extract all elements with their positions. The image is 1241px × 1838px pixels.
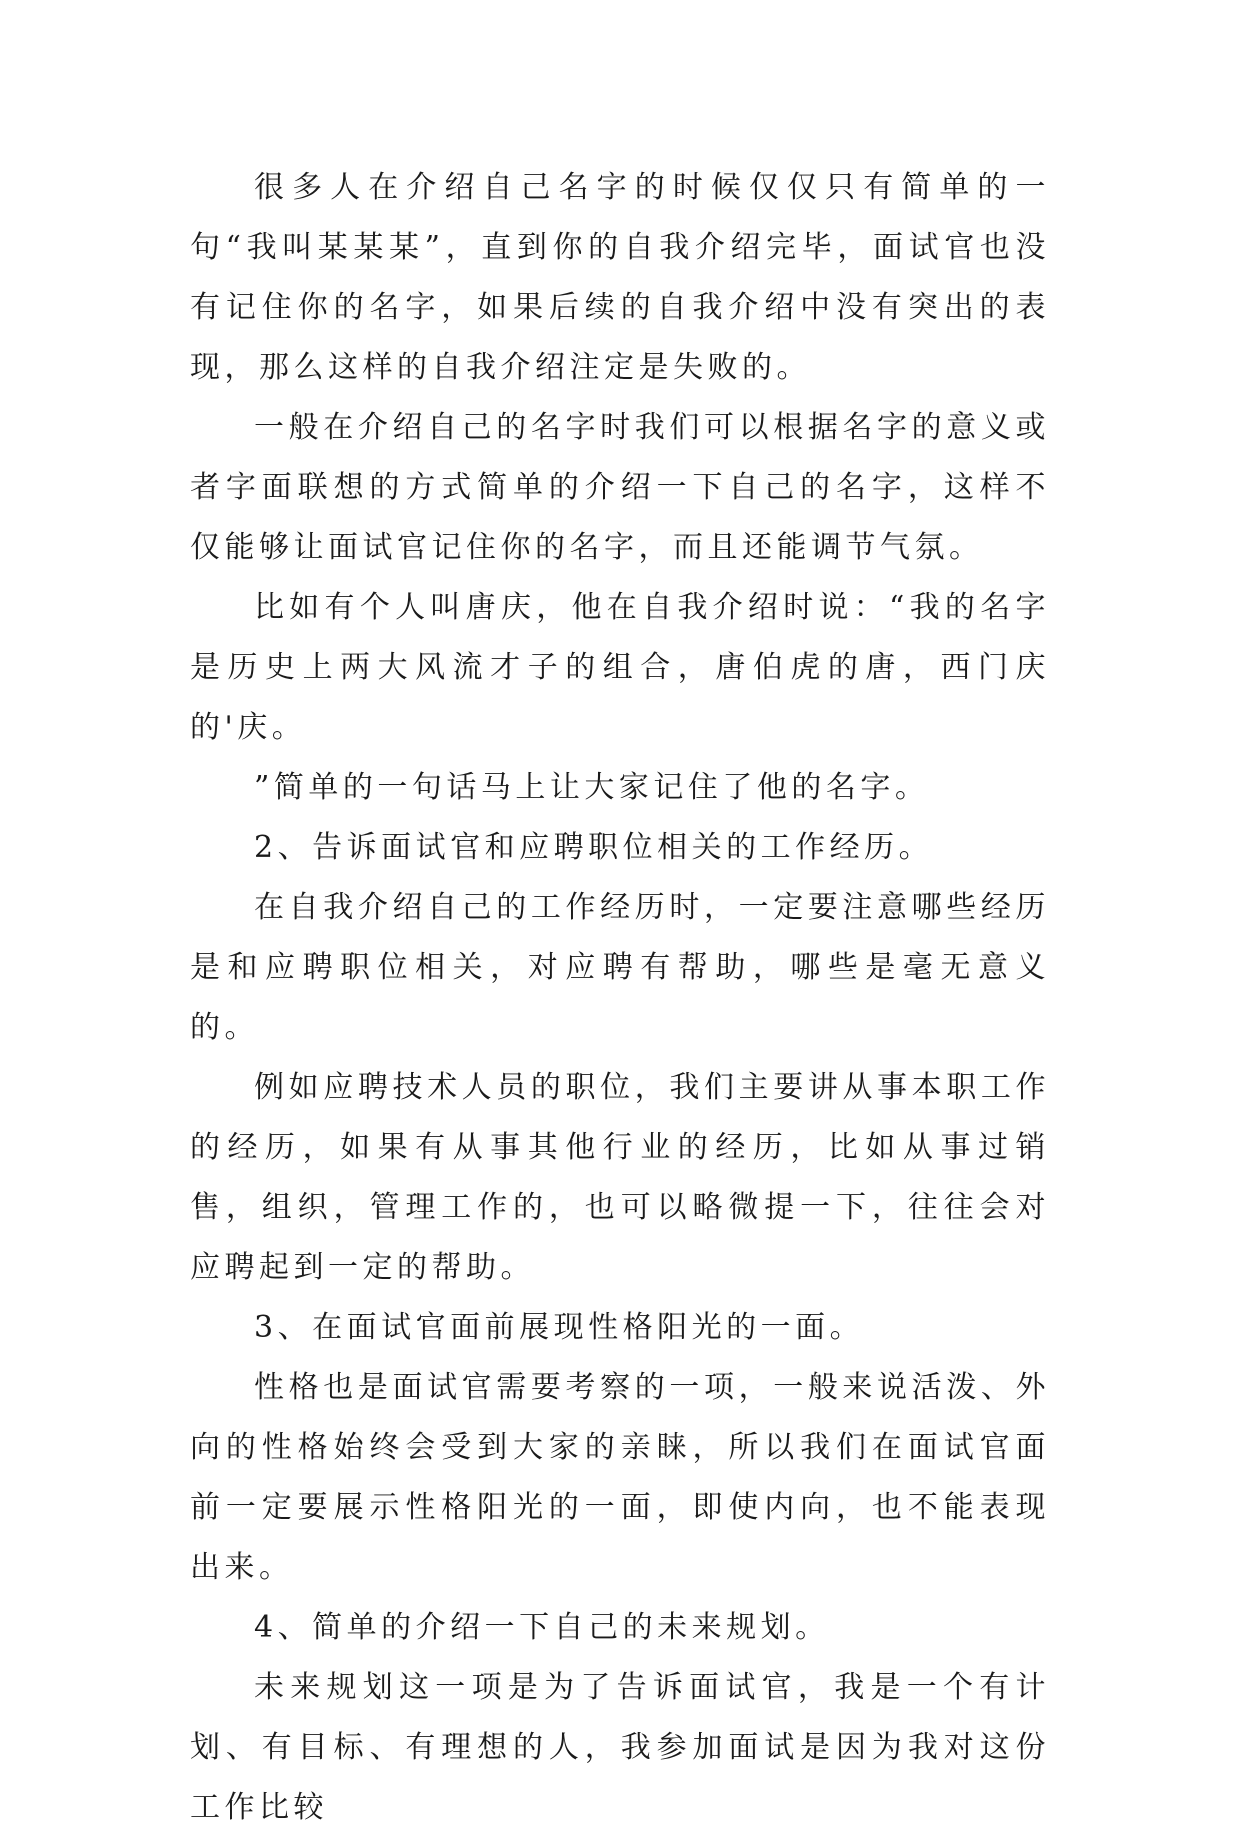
heading-future-plan: 4、简单的介绍一下自己的未来规划。: [254, 1610, 830, 1645]
paragraph-name-example: 比如有个人叫唐庆，他在自我介绍时说：“我的名字是历史上两大风流才子的组合，唐伯虎的唐，西门庆的'庆。: [190, 590, 1050, 745]
heading-work-experience: 2、告诉面试官和应聘职位相关的工作经历。: [254, 830, 934, 865]
paragraph-name-example-end: ”简单的一句话马上让大家记住了他的名字。: [254, 770, 930, 805]
paragraph-future-plan: 未来规划这一项是为了告诉面试官，我是一个有计划、有目标、有理想的人，我参加面试是因为我对这份工作比较: [190, 1670, 1050, 1825]
heading-personality: 3、在面试官面前展现性格阳光的一面。: [254, 1310, 865, 1345]
paragraph-name-meaning: 一般在介绍自己的名字时我们可以根据名字的意义或者字面联想的方式简单的介绍一下自己的名字，这样不仅能够让面试官记住你的名字，而且还能调节气氛。: [190, 410, 1050, 565]
paragraph-work-experience: 在自我介绍自己的工作经历时，一定要注意哪些经历是和应聘职位相关，对应聘有帮助，哪些是毫无意义的。: [190, 890, 1050, 1045]
document-body: [190, 158, 1050, 1838]
paragraph-name-intro: 很多人在介绍自己名字的时候仅仅只有简单的一句“我叫某某某”，直到你的自我介绍完毕，面试官也没有记住你的名字，如果后续的自我介绍中没有突出的表现，那么这样的自我介绍注定是失败的。: [190, 170, 1050, 385]
paragraph-work-example: 例如应聘技术人员的职位，我们主要讲从事本职工作的经历，如果有从事其他行业的经历，比如从事过销售，组织，管理工作的，也可以略微提一下，往往会对应聘起到一定的帮助。: [190, 1070, 1050, 1285]
paragraph-personality: 性格也是面试官需要考察的一项，一般来说活泼、外向的性格始终会受到大家的亲睐，所以我们在面试官面前一定要展示性格阳光的一面，即使内向，也不能表现出来。: [190, 1370, 1050, 1585]
